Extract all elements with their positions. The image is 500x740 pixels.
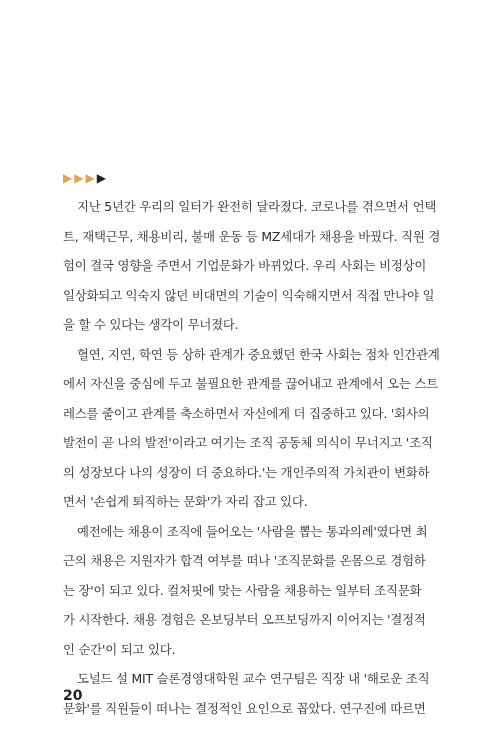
arrow-icon: ▶ [74,171,84,185]
text-line: 혈연, 지연, 학연 등 상하 관계가 중요했던 한국 사회는 점차 인간관계 [77,346,440,362]
arrow-icon: ▶ [85,171,95,185]
paragraph [63,517,428,665]
text-line: 을 할 수 있다는 생각이 무너졌다. [63,317,239,332]
text-line: 지난 5년간 우리의 일터가 완전히 달라졌다. 코로나를 겪으면서 언택 [77,199,437,214]
text-line: 인 순간'이 되고 있다. [63,641,176,657]
text-line: 가 시작한다. 채용 경험은 온보딩부터 오프보딩까지 이어지는 '결정적 [63,612,426,627]
arrow-icon: ▶ [96,171,106,185]
text-line: 근의 채용은 지원자가 합격 여부를 떠나 '조직문화를 온몸으로 경험하 [63,553,426,568]
text-line: 예전에는 채용이 조직에 들어오는 '사람을 뽑는 통과의례'였다면 최 [77,523,428,539]
text-line: 레스를 줄이고 관계를 축소하면서 자신에게 더 집중하고 있다. '회사의 [63,405,430,421]
section-marker [63,172,106,184]
paragraph [63,340,440,517]
arrow-icon: ▶ [63,171,73,185]
text-line: 도널드 설 MIT 슬론경영대학원 교수 연구팀은 직장 내 '해로운 조직 [77,671,430,686]
text-line: 는 장'이 되고 있다. 컬처핏에 맞는 사람을 채용하는 일부터 조직문화 [63,582,422,598]
paragraph [63,664,430,723]
text-line: 면서 '손쉽게 퇴직하는 문화'가 자리 잡고 있다. [63,494,308,509]
paragraph [63,192,441,340]
text-line: 의 성장보다 나의 성장이 더 중요하다.'는 개인주의적 가치관이 변화하 [63,464,430,480]
body-text [63,192,441,723]
text-line: 문화'를 직원들이 떠나는 결정적인 요인으로 꼽았다. 연구진에 따르면 [63,700,426,716]
page-number: 20 [63,688,83,704]
text-line: 일상화되고 익숙지 않던 비대면의 기술이 익숙해지면서 직접 만나야 일 [63,287,435,303]
text-line: 발전이 곧 나의 발전'이라고 여기는 조직 공동체 의식이 무너지고 '조직 [63,435,433,450]
text-line: 에서 자신을 중심에 두고 불필요한 관계를 끊어내고 관계에서 오는 스트 [63,376,438,391]
text-line: 험이 결국 영향을 주면서 기업문화가 바뀌었다. 우리 사회는 비정상이 [63,258,427,273]
text-line: 트, 재택근무, 채용비리, 불매 운동 등 MZ세대가 채용을 바꿨다. 직원 경 [63,228,441,244]
